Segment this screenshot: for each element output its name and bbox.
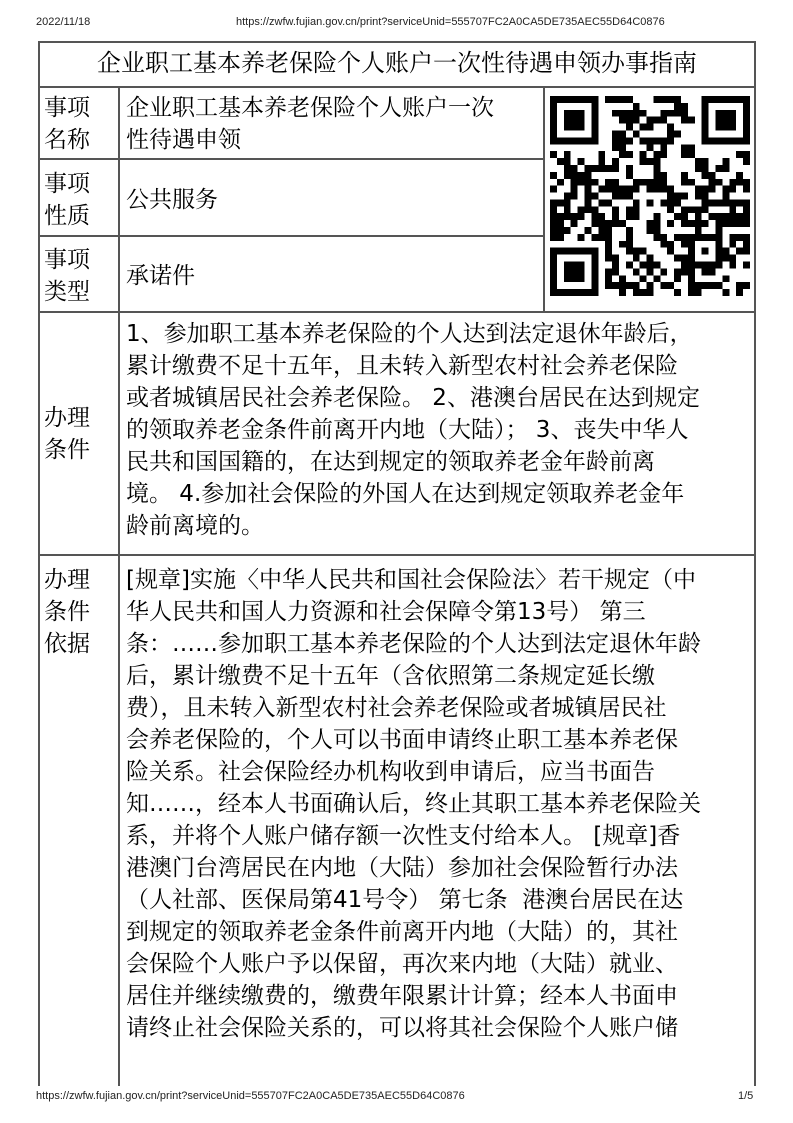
basis-text-line-5: 费），且未转入新型农村社会养老保险或者城镇居民社 — [126, 695, 667, 721]
row-label-conditions-line2: 条件 — [44, 437, 90, 463]
basis-text-line-2: 华人民共和国人力资源和社会保障令第13号） 第三 — [126, 599, 646, 625]
conditions-text-line-7: 龄前离境的。 — [126, 513, 264, 539]
row-label-basis-line2: 条件 — [44, 599, 90, 625]
row-label-type-line2: 类型 — [44, 279, 90, 305]
row-divider-type — [40, 311, 754, 313]
basis-text-line-10: 港澳门台湾居民在内地（大陆）参加社会保险暂行办法 — [126, 855, 678, 881]
row-divider-name — [40, 158, 545, 160]
conditions-text-line-3: 或者城镇居民社会养老保险。 2、港澳台居民在达到规定 — [126, 385, 700, 411]
page-number: 1/5 — [738, 1090, 754, 1102]
qr-code-icon — [550, 96, 750, 296]
conditions-text-line-4: 的领取养老金条件前离开内地（大陆）； 3、丧失中华人 — [126, 417, 689, 443]
basis-text-line-3: 条：……参加职工基本养老保险的个人达到法定退休年龄 — [126, 631, 701, 657]
row-label-type-line1: 事项 — [44, 247, 90, 273]
row-label-basis-line3: 依据 — [44, 631, 90, 657]
row-label-basis-line1: 办理 — [44, 567, 90, 593]
row-value-conditions — [120, 318, 750, 542]
row-value-name — [120, 92, 540, 156]
row-divider-conditions — [40, 554, 754, 556]
row-label-nature-line1: 事项 — [44, 171, 90, 197]
basis-text-line-1: [规章]实施〈中华人民共和国社会保险法〉若干规定（中 — [126, 567, 696, 593]
row-label-name — [40, 92, 118, 156]
row-label-nature — [40, 168, 118, 232]
row-value-name-line1: 企业职工基本养老保险个人账户一次 — [126, 95, 494, 121]
basis-text-line-4: 后，累计缴费不足十五年（含依照第二条规定延长缴 — [126, 663, 655, 689]
basis-text-line-7: 险关系。社会保险经办机构收到申请后，应当书面告 — [126, 759, 655, 785]
basis-text-line-13: 会保险个人账户予以保留，再次来内地（大陆）就业、 — [126, 951, 678, 977]
row-label-name-line1: 事项 — [44, 95, 90, 121]
print-date: 2022/11/18 — [36, 16, 91, 28]
conditions-text-line-1: 1、参加职工基本养老保险的个人达到法定退休年龄后， — [126, 321, 693, 347]
basis-text-line-8: 知……，经本人书面确认后，终止其职工基本养老保险关 — [126, 791, 701, 817]
basis-text-line-12: 到规定的领取养老金条件前离开内地（大陆）的，其社 — [126, 919, 678, 945]
row-label-type — [40, 244, 118, 308]
row-label-name-line2: 名称 — [44, 127, 90, 153]
conditions-text-line-2: 累计缴费不足十五年，且未转入新型农村社会养老保险 — [126, 353, 678, 379]
row-value-name-line2: 性待遇申领 — [126, 127, 241, 153]
row-value-nature: 公共服务 — [126, 187, 218, 213]
footer-url[interactable]: https://zwfw.fujian.gov.cn/print?serviceUnid=555707FC2A0CA5DE735AEC55D64C0876 — [36, 1090, 465, 1102]
basis-text-line-11: （人社部、医保局第41号令） 第七条 港澳台居民在达 — [126, 887, 684, 913]
row-label-conditions-line1: 办理 — [44, 405, 90, 431]
basis-text-line-15: 请终止社会保险关系的，可以将其社会保险个人账户储 — [126, 1015, 678, 1041]
basis-text-line-9: 系，并将个人账户储存额一次性支付给本人。 [规章]香 — [126, 823, 681, 849]
row-value-basis — [120, 564, 750, 1044]
basis-text-line-14: 居住并继续缴费的，缴费年限累计计算；经本人书面申 — [126, 983, 678, 1009]
row-label-basis — [40, 564, 118, 660]
conditions-text-line-5: 民共和国国籍的，在达到规定的领取养老金年龄前离 — [126, 449, 655, 475]
row-label-nature-line2: 性质 — [44, 203, 90, 229]
row-value-type: 承诺件 — [126, 263, 195, 289]
print-url[interactable]: https://zwfw.fujian.gov.cn/print?serviceUnid=555707FC2A0CA5DE735AEC55D64C0876 — [236, 16, 665, 28]
document-title: 企业职工基本养老保险个人账户一次性待遇申领办事指南 — [38, 41, 756, 88]
conditions-text-line-6: 境。 4.参加社会保险的外国人在达到规定领取养老金年 — [126, 481, 685, 507]
basis-text-line-6: 会养老保险的，个人可以书面申请终止职工基本养老保 — [126, 727, 678, 753]
row-divider-nature — [40, 235, 545, 237]
qr-column-divider — [543, 88, 545, 312]
row-label-conditions — [40, 402, 118, 466]
